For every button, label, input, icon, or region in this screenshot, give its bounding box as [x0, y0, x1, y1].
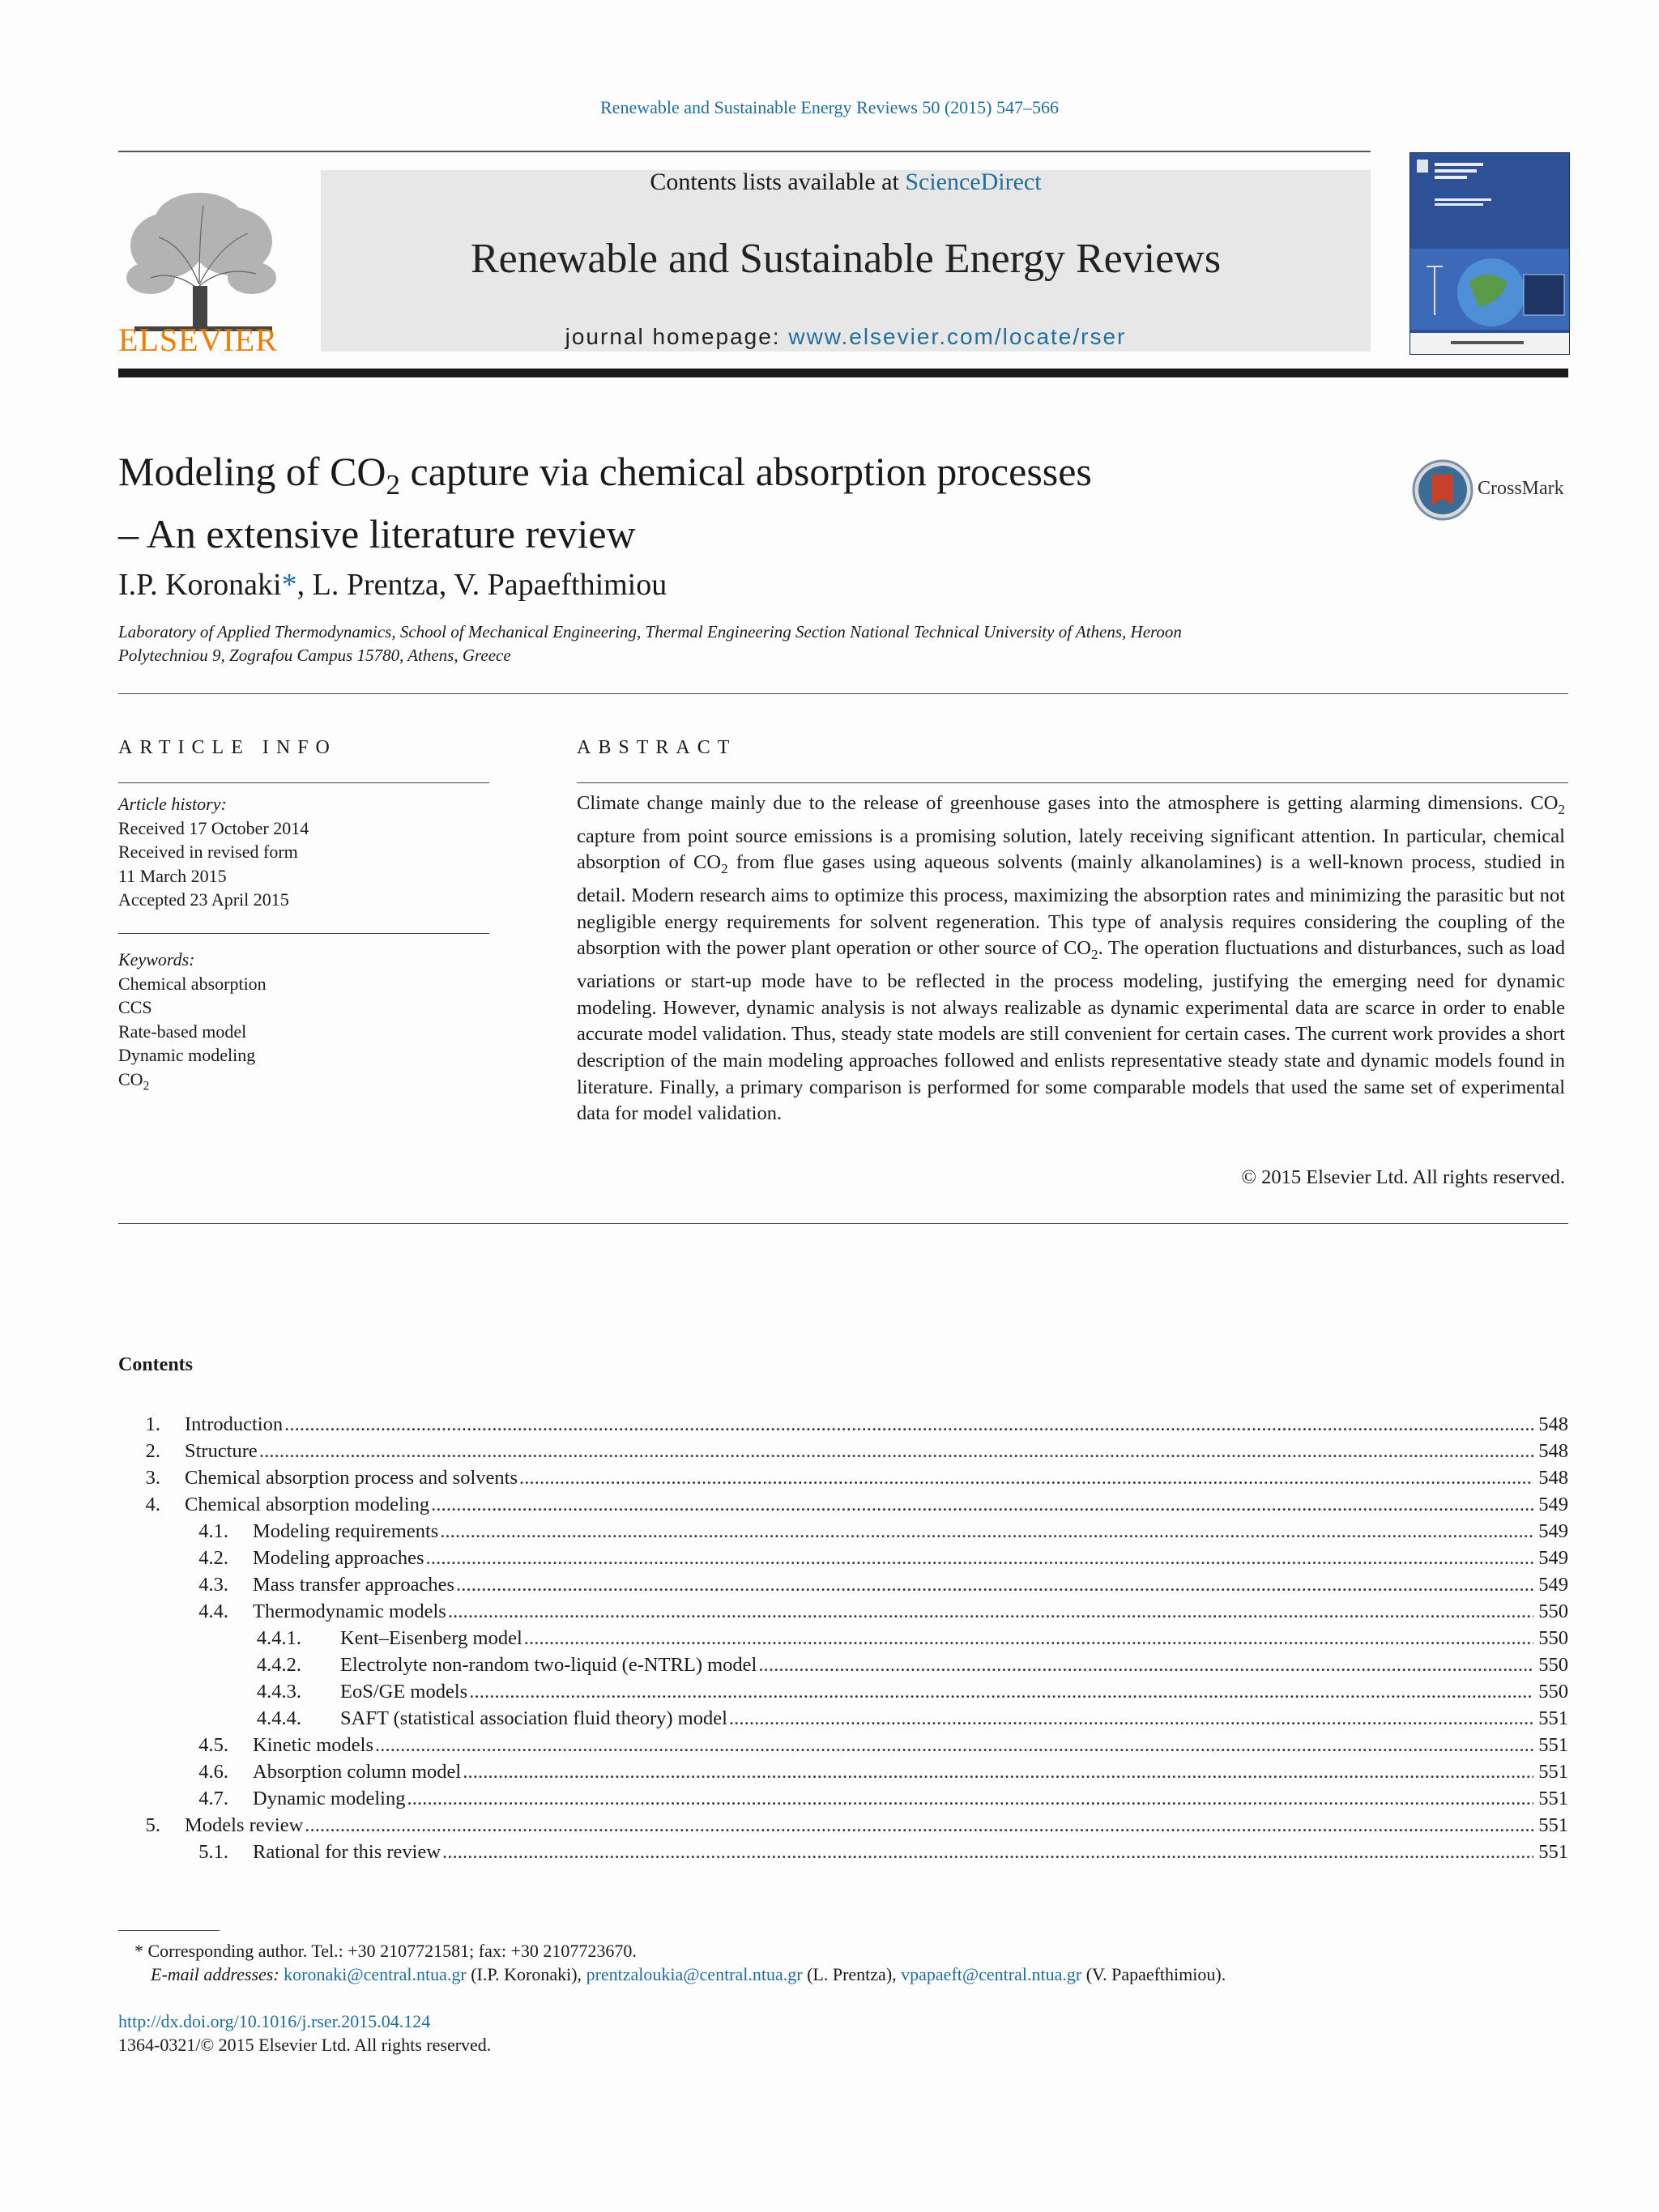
toc-title[interactable]: Introduction: [185, 1413, 284, 1435]
contents-available: [321, 168, 1371, 196]
toc-leader-dots: [426, 1545, 1534, 1571]
homepage-prefix: journal homepage:: [565, 324, 789, 349]
affiliation-line: Laboratory of Applied Thermodynamics, School of Mechanical Engineering, Thermal Engineering Section National Technical University of Athens, Heroon: [118, 622, 1182, 641]
article-info-heading: ARTICLE INFO: [118, 737, 337, 758]
toc-title[interactable]: Models review: [185, 1814, 304, 1836]
toc-leader-dots: [440, 1518, 1533, 1545]
toc-title[interactable]: Kinetic models: [253, 1734, 374, 1756]
toc-leader-dots: [259, 1438, 1533, 1464]
header-rule: [118, 369, 1568, 377]
toc-entry[interactable]: [118, 1652, 1568, 1678]
keywords-label: Keywords:: [118, 949, 195, 970]
toc-leader-dots: [442, 1839, 1533, 1865]
history-item: 11 March 2015: [118, 865, 227, 886]
history-label: Article history:: [118, 794, 227, 814]
toc-page-number[interactable]: 550: [1538, 1681, 1568, 1703]
toc-entry[interactable]: [118, 1518, 1568, 1545]
toc-title[interactable]: Rational for this review: [253, 1841, 441, 1863]
author-name[interactable]: I.P. Koronaki: [118, 568, 282, 602]
toc-entry[interactable]: [118, 1678, 1568, 1705]
abstract-subscript: 2: [1091, 947, 1098, 963]
contents-prefix: Contents lists available at: [650, 168, 906, 195]
table-of-contents: [118, 1411, 1568, 1865]
author-list: [118, 567, 667, 603]
toc-number: 4.2.: [198, 1547, 228, 1569]
divider: [118, 151, 1371, 152]
divider: [118, 782, 489, 783]
toc-title[interactable]: Kent–Eisenberg model: [340, 1627, 522, 1649]
history-item: Received in revised form: [118, 842, 298, 862]
toc-number: 4.1.: [198, 1520, 228, 1542]
toc-number: 5.1.: [198, 1841, 228, 1863]
article-history: [118, 792, 309, 912]
toc-page-number[interactable]: 551: [1538, 1814, 1568, 1836]
toc-leader-dots: [305, 1812, 1533, 1839]
keyword-subscript: 2: [143, 1078, 150, 1093]
email-link[interactable]: koronaki@central.ntua.gr: [284, 1964, 467, 1984]
toc-leader-dots: [469, 1678, 1533, 1705]
toc-number: 1.: [145, 1413, 160, 1435]
toc-title[interactable]: Modeling requirements: [253, 1520, 439, 1542]
toc-entry[interactable]: [118, 1732, 1568, 1758]
toc-title[interactable]: Modeling approaches: [253, 1547, 424, 1569]
homepage-link[interactable]: www.elsevier.com/locate/rser: [788, 324, 1127, 349]
toc-entry[interactable]: [118, 1758, 1568, 1785]
toc-page-number[interactable]: 550: [1538, 1627, 1568, 1649]
journal-homepage: [321, 324, 1371, 350]
toc-page-number[interactable]: 551: [1538, 1734, 1568, 1756]
divider: [118, 933, 489, 934]
abstract-copyright: © 2015 Elsevier Ltd. All rights reserved.: [1241, 1166, 1565, 1188]
contents-heading: Contents: [118, 1354, 194, 1375]
title-line2: – An extensive literature review: [118, 511, 636, 556]
abstract-heading: ABSTRACT: [577, 737, 737, 758]
divider: [577, 782, 1568, 783]
toc-entry[interactable]: [118, 1545, 1568, 1571]
email-link[interactable]: prentzaloukia@central.ntua.gr: [586, 1964, 803, 1984]
toc-title[interactable]: SAFT (statistical association fluid theory) model: [340, 1707, 727, 1729]
article-title: [118, 447, 1333, 558]
toc-entry[interactable]: [118, 1812, 1568, 1839]
toc-entry[interactable]: [118, 1705, 1568, 1732]
keyword: [118, 1068, 267, 1098]
running-head[interactable]: Renewable and Sustainable Energy Reviews 50 (2015) 547–566: [600, 97, 1059, 117]
toc-leader-dots: [375, 1732, 1533, 1758]
keyword: Chemical absorption: [118, 973, 267, 994]
toc-title[interactable]: EoS/GE models: [340, 1681, 468, 1703]
email-owner: (V. Papaefthimiou).: [1081, 1964, 1226, 1984]
email-footnote: [151, 1964, 1226, 1985]
cover-art-icon: [1410, 153, 1569, 354]
toc-page-number[interactable]: 550: [1538, 1600, 1568, 1622]
keyword-text: CO: [118, 1068, 143, 1089]
toc-entry[interactable]: [118, 1785, 1568, 1812]
toc-number: 4.4.3.: [256, 1681, 301, 1703]
toc-page-number[interactable]: 549: [1538, 1520, 1568, 1542]
abstract-text: [577, 791, 1565, 1127]
toc-entry[interactable]: [118, 1411, 1568, 1438]
toc-number: 4.: [145, 1494, 160, 1515]
keyword: CCS: [118, 997, 152, 1017]
toc-leader-dots: [519, 1464, 1533, 1491]
keyword: Dynamic modeling: [118, 1045, 256, 1065]
toc-entry[interactable]: [118, 1464, 1568, 1491]
corresponding-footnote: * Corresponding author. Tel.: +30 2107721581; fax: +30 2107723670.: [134, 1941, 637, 1961]
title-part: capture via chemical absorption processes: [400, 449, 1092, 494]
toc-leader-dots: [284, 1411, 1533, 1438]
toc-number: 4.5.: [198, 1734, 228, 1756]
email-label: E-mail addresses:: [151, 1964, 284, 1984]
history-item: Accepted 23 April 2015: [118, 889, 289, 910]
toc-number: 4.4.4.: [256, 1707, 301, 1729]
toc-page-number[interactable]: 550: [1538, 1654, 1568, 1676]
toc-leader-dots: [407, 1785, 1533, 1812]
toc-entry[interactable]: [118, 1625, 1568, 1652]
toc-entry[interactable]: [118, 1438, 1568, 1464]
toc-number: 3.: [145, 1467, 160, 1489]
abstract-subscript: 2: [721, 861, 728, 877]
toc-number: 4.7.: [198, 1788, 228, 1809]
toc-page-number[interactable]: 551: [1538, 1788, 1568, 1809]
toc-title[interactable]: Chemical absorption process and solvents: [185, 1467, 518, 1489]
abstract-part: . The operation fluctuations and disturbances, such as load variations or start-up mode have to be reflected in the process modeling, justifying the emerging need for dynamic modeling. However, dynamic analysis is not always realizable as dynamic experimental data are scarce in order to enable accurate model validation. Thus, steady state models are still convenient for certain cases. The current work provides a short description of the main modeling approaches followed and enlists representative steady state and dynamic models found in literature. Finally, a primary comparison is performed for some comparable models that used the same set of experimental data for model validation.: [577, 937, 1565, 1125]
email-owner: (I.P. Koronaki),: [466, 1964, 586, 1984]
toc-leader-dots: [456, 1571, 1533, 1598]
toc-page-number[interactable]: 549: [1538, 1574, 1568, 1596]
toc-page-number[interactable]: 551: [1538, 1761, 1568, 1783]
keywords: [118, 948, 267, 1097]
abstract-subscript: 2: [1558, 801, 1565, 817]
doi-link[interactable]: http://dx.doi.org/10.1016/j.rser.2015.04.124: [118, 2011, 431, 2031]
journal-cover-thumbnail[interactable]: [1410, 152, 1570, 355]
toc-leader-dots: [448, 1598, 1533, 1625]
affiliation-line: Polytechniou 9, Zografou Campus 15780, Athens, Greece: [118, 646, 511, 665]
toc-number: 4.3.: [198, 1574, 228, 1596]
toc-number: 2.: [145, 1440, 160, 1462]
footnote-rule: [118, 1930, 220, 1931]
history-item: Received 17 October 2014: [118, 817, 309, 838]
toc-page-number[interactable]: 548: [1538, 1467, 1568, 1489]
toc-page-number[interactable]: 548: [1538, 1413, 1568, 1435]
toc-number: 4.6.: [198, 1761, 228, 1783]
toc-page-number[interactable]: 551: [1538, 1707, 1568, 1729]
keyword: Rate-based model: [118, 1021, 247, 1042]
toc-leader-dots: [758, 1652, 1533, 1678]
toc-leader-dots: [524, 1625, 1533, 1652]
toc-entry[interactable]: [118, 1839, 1568, 1865]
toc-title[interactable]: Electrolyte non-random two-liquid (e-NTRL) model: [340, 1654, 757, 1676]
corresponding-mark[interactable]: *: [281, 568, 297, 602]
journal-name: Renewable and Sustainable Energy Reviews: [470, 236, 1222, 282]
crossmark-label[interactable]: CrossMark: [1478, 478, 1564, 499]
title-subscript: 2: [386, 469, 401, 501]
toc-leader-dots: [729, 1705, 1533, 1732]
toc-page-number[interactable]: 551: [1538, 1841, 1568, 1863]
abstract-part: from flue gases using aqueous solvents (mainly alkanolamines) is a well-known process, studied in detail. Modern research aims to optimize this process, maximizing the absorption rates and minimizing the parasitic but not negligible energy requirements for solvent regeneration. This type of analysis requires considering the coupling of the absorption with the power plant operation or other source of CO: [577, 851, 1566, 960]
toc-page-number[interactable]: 549: [1538, 1547, 1568, 1569]
toc-entry[interactable]: [118, 1571, 1568, 1598]
toc-title[interactable]: Mass transfer approaches: [253, 1574, 454, 1596]
toc-number: 5.: [145, 1814, 160, 1836]
title-part: Modeling of CO: [118, 449, 386, 494]
divider: [118, 693, 1568, 694]
author-names: , L. Prentza, V. Papaefthimiou: [296, 568, 667, 602]
affiliation: [118, 620, 1382, 667]
sciencedirect-link[interactable]: ScienceDirect: [905, 168, 1042, 195]
toc-title[interactable]: Thermodynamic models: [253, 1600, 446, 1622]
toc-number: 4.4.1.: [256, 1627, 301, 1649]
toc-number: 4.4.2.: [256, 1654, 301, 1676]
toc-title[interactable]: Absorption column model: [253, 1761, 462, 1783]
crossmark-icon[interactable]: [1411, 458, 1474, 522]
publisher-wordmark: ELSEVIER: [118, 322, 278, 358]
email-owner: (L. Prentza),: [802, 1964, 902, 1984]
issn-copyright: 1364-0321/© 2015 Elsevier Ltd. All rights reserved.: [118, 2035, 492, 2055]
toc-page-number[interactable]: 549: [1538, 1494, 1568, 1515]
toc-page-number[interactable]: 548: [1538, 1440, 1568, 1462]
toc-leader-dots: [431, 1491, 1533, 1518]
email-link[interactable]: vpapaeft@central.ntua.gr: [901, 1964, 1082, 1984]
divider: [118, 1223, 1568, 1224]
toc-title[interactable]: Chemical absorption modeling: [185, 1494, 430, 1515]
toc-leader-dots: [463, 1758, 1533, 1785]
toc-title[interactable]: Structure: [185, 1440, 258, 1462]
toc-title[interactable]: Dynamic modeling: [253, 1788, 406, 1809]
abstract-part: Climate change mainly due to the release of greenhouse gases into the atmosphere is getting alarming dimensions. CO: [577, 792, 1559, 814]
toc-number: 4.4.: [198, 1600, 228, 1622]
toc-entry[interactable]: [118, 1598, 1568, 1625]
abstract-part: capture from point source emissions is a promising solution, lately receiving significant attention. In particular, chemical absorption of CO: [577, 825, 1565, 874]
toc-entry[interactable]: [118, 1491, 1568, 1518]
